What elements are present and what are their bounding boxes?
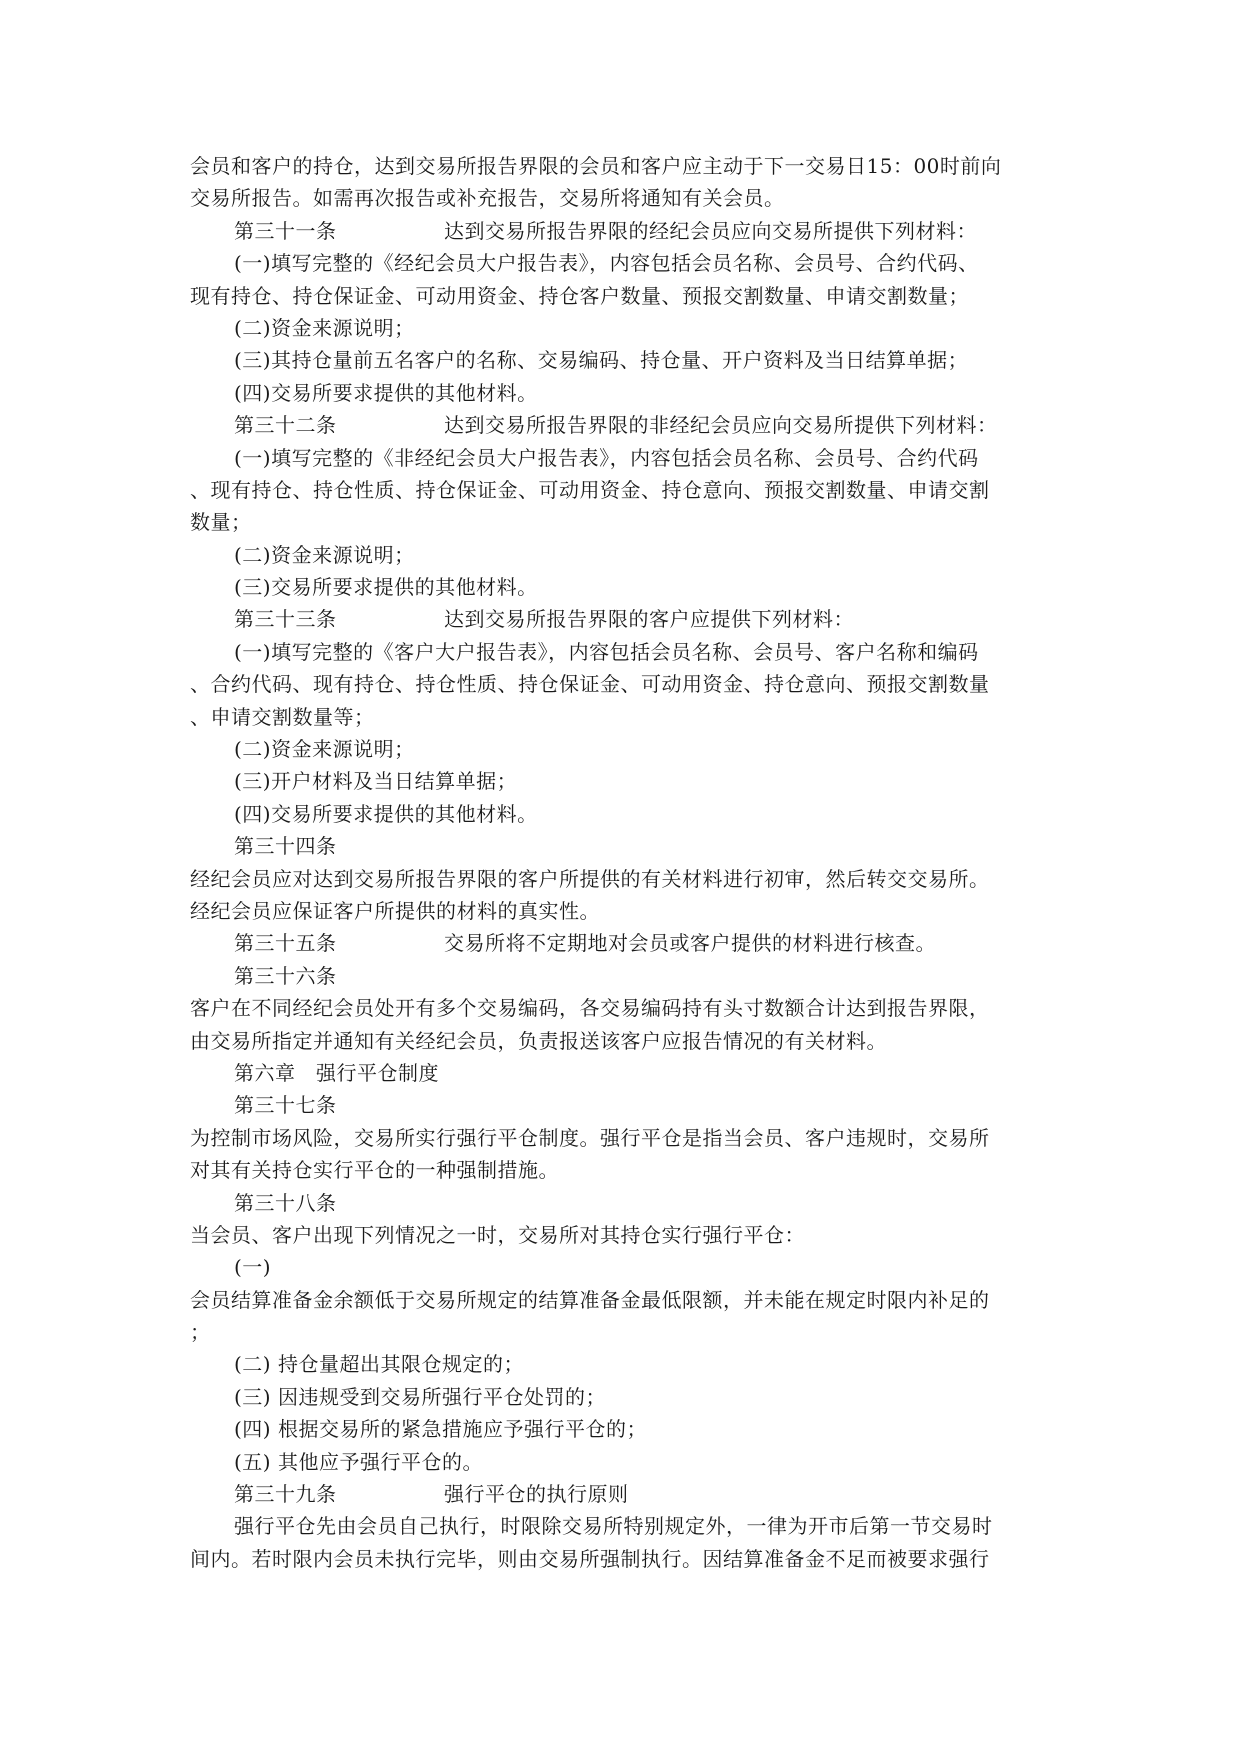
article-number: 第三十一条 bbox=[234, 218, 337, 243]
article-text: 交易所将不定期地对会员或客户提供的材料进行核查。 bbox=[444, 931, 936, 956]
text-line: (四) 根据交易所的紧急措施应予强行平仓的； bbox=[234, 1417, 647, 1442]
text-line: (一) bbox=[234, 1255, 272, 1280]
text-line: 交易所报告。如需再次报告或补充报告，交易所将通知有关会员。 bbox=[190, 186, 785, 211]
text-line bbox=[190, 603, 1050, 635]
article-text: 达到交易所报告界限的经纪会员应向交易所提供下列材料： bbox=[444, 218, 977, 243]
text-line: (二)资金来源说明； bbox=[234, 315, 415, 340]
article-text: 强行平仓的执行原则 bbox=[444, 1482, 629, 1507]
text-line bbox=[190, 1478, 1050, 1510]
text-line: (四)交易所要求提供的其他材料。 bbox=[234, 380, 538, 405]
text-line: 间内。若时限内会员未执行完毕，则由交易所强制执行。因结算准备金不足而被要求强行 bbox=[190, 1546, 990, 1571]
text-line: 、申请交割数量等； bbox=[190, 704, 375, 729]
text-line bbox=[190, 927, 1050, 959]
text-line: 第三十六条 bbox=[234, 963, 337, 988]
text-line: 对其有关持仓实行平仓的一种强制措施。 bbox=[190, 1158, 559, 1183]
text-line: 经纪会员应对达到交易所报告界限的客户所提供的有关材料进行初审，然后转交交易所。 bbox=[190, 866, 990, 891]
text-line: (三)交易所要求提供的其他材料。 bbox=[234, 575, 538, 600]
text-line: 客户在不同经纪会员处开有多个交易编码，各交易编码持有头寸数额合计达到报告界限， bbox=[190, 996, 990, 1021]
text-line: (一)填写完整的《经纪会员大户报告表》，内容包括会员名称、会员号、合约代码、 bbox=[234, 251, 979, 276]
article-number: 第三十五条 bbox=[234, 931, 337, 956]
text-line: 、现有持仓、持仓性质、持仓保证金、可动用资金、持仓意向、预报交割数量、申请交割 bbox=[190, 477, 990, 502]
text-line: 数量； bbox=[190, 510, 252, 535]
text-line: (一)填写完整的《非经纪会员大户报告表》，内容包括会员名称、会员号、合约代码 bbox=[234, 445, 979, 470]
text-line: 为控制市场风险，交易所实行强行平仓制度。强行平仓是指当会员、客户违规时，交易所 bbox=[190, 1125, 990, 1150]
text-line: ； bbox=[190, 1320, 211, 1345]
text-line: 第六章 强行平仓制度 bbox=[234, 1060, 439, 1085]
text-line: (四)交易所要求提供的其他材料。 bbox=[234, 801, 538, 826]
text-line: (一)填写完整的《客户大户报告表》，内容包括会员名称、会员号、客户名称和编码 bbox=[234, 639, 979, 664]
text-line: (三)开户材料及当日结算单据； bbox=[234, 769, 518, 794]
text-line: 强行平仓先由会员自己执行，时限除交易所特别规定外，一律为开市后第一节交易时 bbox=[234, 1514, 993, 1539]
text-line bbox=[190, 215, 1050, 247]
article-text: 达到交易所报告界限的客户应提供下列材料： bbox=[444, 607, 854, 632]
text-line: (三)其持仓量前五名客户的名称、交易编码、持仓量、开户资料及当日结算单据； bbox=[234, 348, 969, 373]
article-text: 达到交易所报告界限的非经纪会员应向交易所提供下列材料： bbox=[444, 413, 998, 438]
text-line: 会员和客户的持仓，达到交易所报告界限的会员和客户应主动于下一交易日15：00时前向 bbox=[190, 154, 1002, 178]
text-line: 由交易所指定并通知有关经纪会员，负责报送该客户应报告情况的有关材料。 bbox=[190, 1028, 887, 1053]
article-number: 第三十三条 bbox=[234, 607, 337, 632]
text-line: 、合约代码、现有持仓、持仓性质、持仓保证金、可动用资金、持仓意向、预报交割数量 bbox=[190, 672, 990, 697]
text-line: (二) 持仓量超出其限仓规定的； bbox=[234, 1352, 524, 1377]
text-line: 会员结算准备金余额低于交易所规定的结算准备金最低限额，并未能在规定时限内补足的 bbox=[190, 1287, 990, 1312]
article-number: 第三十九条 bbox=[234, 1482, 337, 1507]
text-line: (二)资金来源说明； bbox=[234, 737, 415, 762]
text-line: 第三十八条 bbox=[234, 1190, 337, 1215]
text-line bbox=[190, 409, 1050, 441]
text-line: 经纪会员应保证客户所提供的材料的真实性。 bbox=[190, 898, 600, 923]
text-line: 现有持仓、持仓保证金、可动用资金、持仓客户数量、预报交割数量、申请交割数量； bbox=[190, 283, 969, 308]
text-line: (三) 因违规受到交易所强行平仓处罚的； bbox=[234, 1384, 606, 1409]
text-line: (五) 其他应予强行平仓的。 bbox=[234, 1449, 483, 1474]
text-line: 当会员、客户出现下列情况之一时，交易所对其持仓实行强行平仓： bbox=[190, 1222, 805, 1247]
article-number: 第三十二条 bbox=[234, 413, 337, 438]
document-body bbox=[190, 150, 1050, 1575]
text-line: (二)资金来源说明； bbox=[234, 542, 415, 567]
text-line: 第三十四条 bbox=[234, 834, 337, 859]
text-line: 第三十七条 bbox=[234, 1093, 337, 1118]
